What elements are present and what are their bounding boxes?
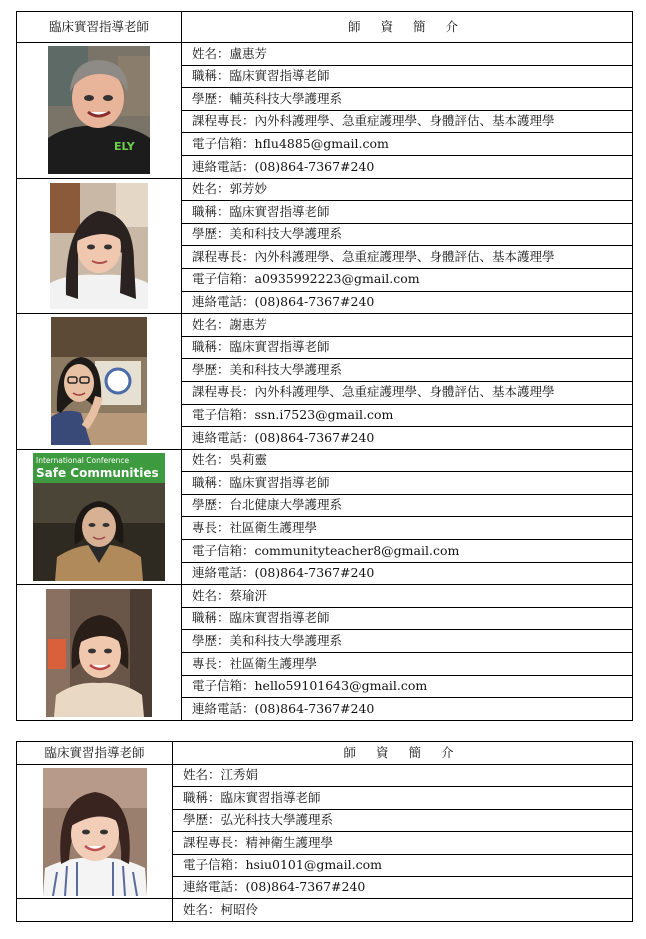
teacher-6-education: 學歷：弘光科技大學護理系 (173, 809, 633, 831)
teacher-photo-cell (17, 43, 182, 179)
teacher-6-name: 姓名：江秀娟 (173, 765, 633, 787)
teacher-1-title: 職稱：臨床實習指導老師 (182, 65, 633, 88)
teacher-1-photo (48, 46, 150, 174)
faculty-table-2 (16, 741, 633, 922)
teacher-5-name: 姓名：蔡瑜汧 (182, 585, 633, 608)
banner-line-2: Safe Communities (36, 465, 159, 480)
teacher-6-specialty: 課程專長：精神衛生護理學 (173, 832, 633, 854)
teacher-3-name: 姓名：謝惠芳 (182, 314, 633, 337)
teacher-photo-cell (17, 585, 182, 721)
teacher-4-title: 職稱：臨床實習指導老師 (182, 472, 633, 495)
teacher-4-specialty: 專長：社區衛生護理學 (182, 517, 633, 540)
teacher-2-specialty: 課程專長：內外科護理學、急重症護理學、身體評估、基本護理學 (182, 246, 633, 269)
teacher-photo-cell (17, 765, 173, 899)
teacher-4-phone: 連絡電話：(08)864-7367#240 (182, 562, 633, 585)
teacher-1-specialty: 課程專長：內外科護理學、急重症護理學、身體評估、基本護理學 (182, 110, 633, 133)
teacher-2-photo (50, 183, 148, 309)
teacher-5-email[interactable]: 電子信箱：hello59101643@gmail.com (182, 675, 633, 698)
teacher-5-title: 職稱：臨床實習指導老師 (182, 607, 633, 630)
teacher-5-photo (46, 589, 152, 717)
table-header-row (17, 742, 633, 765)
teacher-5-specialty: 專長：社區衛生護理學 (182, 653, 633, 676)
teacher-6-phone: 連絡電話：(08)864-7367#240 (173, 876, 633, 898)
teacher-2-email[interactable]: 電子信箱：a0935992223@gmail.com (182, 268, 633, 291)
teacher-1-name: 姓名：盧惠芳 (182, 43, 633, 66)
teacher-photo-cell (17, 178, 182, 314)
header-instructor-label: 臨床實習指導老師 (17, 742, 173, 765)
banner-line-1: International Conference (36, 455, 130, 465)
teacher-3-title: 職稱：臨床實習指導老師 (182, 336, 633, 359)
teacher-4-education: 學歷：台北健康大學護理系 (182, 494, 633, 517)
header-instructor-label: 臨床實習指導老師 (17, 12, 182, 43)
teacher-photo-cell (17, 314, 182, 450)
teacher-5-phone: 連絡電話：(08)864-7367#240 (182, 698, 633, 721)
teacher-4-name: 姓名：吳莉靈 (182, 449, 633, 472)
teacher-7-name: 姓名：柯昭伶 (173, 899, 633, 921)
teacher-3-education: 學歷：美和科技大學護理系 (182, 359, 633, 382)
teacher-photo-cell (17, 449, 182, 585)
teacher-3-specialty: 課程專長：內外科護理學、急重症護理學、身體評估、基本護理學 (182, 381, 633, 404)
table-header-row (17, 12, 633, 43)
teacher-2-phone: 連絡電話：(08)864-7367#240 (182, 291, 633, 314)
teacher-1-phone: 連絡電話：(08)864-7367#240 (182, 155, 633, 178)
header-profile-label: 師 資 簡 介 (173, 742, 633, 765)
teacher-1-email[interactable]: 電子信箱：hflu4885@gmail.com (182, 133, 633, 156)
teacher-2-name: 姓名：郭芳妙 (182, 178, 633, 201)
shirt-print-text: ELY (114, 140, 135, 154)
teacher-3-email[interactable]: 電子信箱：ssn.i7523@gmail.com (182, 404, 633, 427)
teacher-3-phone: 連絡電話：(08)864-7367#240 (182, 427, 633, 450)
teacher-6-title: 職稱：臨床實習指導老師 (173, 787, 633, 809)
teacher-4-photo (33, 453, 165, 581)
header-profile-label: 師 資 簡 介 (182, 12, 633, 43)
teacher-5-education: 學歷：美和科技大學護理系 (182, 630, 633, 653)
teacher-2-education: 學歷：美和科技大學護理系 (182, 223, 633, 246)
faculty-table-1 (16, 11, 633, 721)
teacher-2-title: 職稱：臨床實習指導老師 (182, 201, 633, 224)
teacher-6-email[interactable]: 電子信箱：hsiu0101@gmail.com (173, 854, 633, 876)
teacher-3-photo (51, 317, 147, 445)
teacher-4-email[interactable]: 電子信箱：communityteacher8@gmail.com (182, 540, 633, 563)
teacher-photo-cell (17, 899, 173, 921)
teacher-6-photo (43, 768, 147, 896)
teacher-1-education: 學歷：輔英科技大學護理系 (182, 88, 633, 111)
